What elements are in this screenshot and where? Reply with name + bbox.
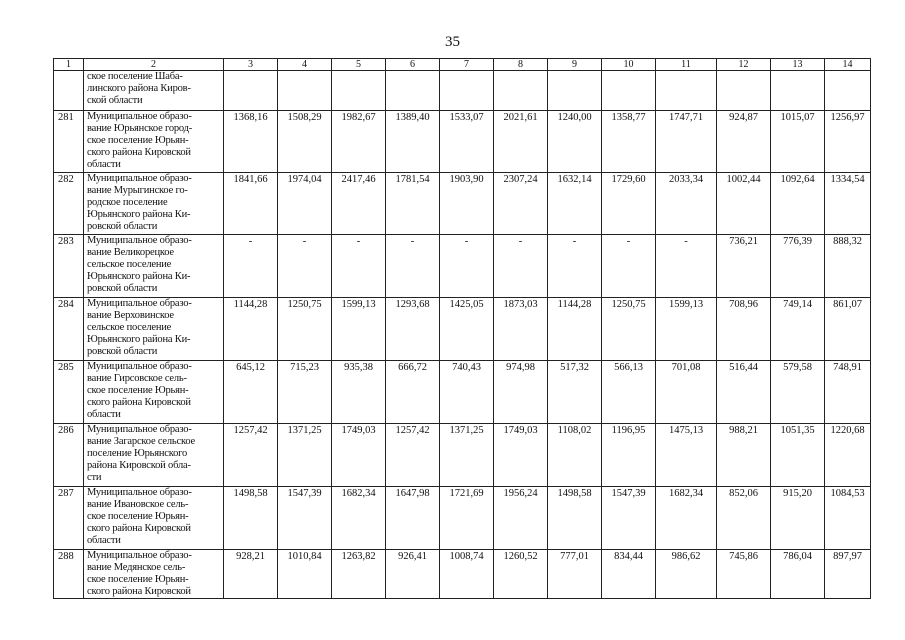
value-cell: 1682,34	[332, 487, 386, 550]
value-cell: 1015,07	[771, 111, 825, 173]
value-cell: 777,01	[548, 550, 602, 599]
value-cell: 1002,44	[717, 173, 771, 235]
value-cell: 1632,14	[548, 173, 602, 235]
column-header: 7	[440, 59, 494, 71]
table-row	[54, 173, 871, 235]
column-header: 9	[548, 59, 602, 71]
value-cell: 928,21	[224, 550, 278, 599]
value-cell: 1220,68	[825, 424, 871, 487]
table-row	[54, 111, 871, 173]
municipality-name: Муниципальное образо- вание Мурыгинское го- родское поселение Юрьянского района Ки- ровской области	[84, 173, 224, 235]
tariff-table	[53, 58, 871, 599]
value-cell: 1389,40	[386, 111, 440, 173]
table-row	[54, 550, 871, 599]
value-cell: 1974,04	[278, 173, 332, 235]
value-cell: 566,13	[602, 361, 656, 424]
value-cell: 1368,16	[224, 111, 278, 173]
value-cell: 745,86	[717, 550, 771, 599]
column-header: 14	[825, 59, 871, 71]
value-cell: 924,87	[717, 111, 771, 173]
value-cell: 1263,82	[332, 550, 386, 599]
value-cell: 645,12	[224, 361, 278, 424]
value-cell: 1982,67	[332, 111, 386, 173]
value-cell: 1008,74	[440, 550, 494, 599]
value-cell: 1841,66	[224, 173, 278, 235]
value-cell: 915,20	[771, 487, 825, 550]
value-cell: 708,96	[717, 298, 771, 361]
value-cell: 786,04	[771, 550, 825, 599]
value-cell: 1749,03	[332, 424, 386, 487]
value-cell: 1749,03	[494, 424, 548, 487]
value-cell: 888,32	[825, 235, 871, 298]
row-number: 284	[54, 298, 84, 361]
value-cell: 2307,24	[494, 173, 548, 235]
value-cell: 2033,34	[656, 173, 717, 235]
municipality-name: Муниципальное образо- вание Медянское сель- ское поселение Юрьян- ского района Кировской	[84, 550, 224, 599]
column-header: 6	[386, 59, 440, 71]
table-body	[54, 71, 871, 599]
column-header: 3	[224, 59, 278, 71]
municipality-name: Муниципальное образо- вание Юрьянское город- ское поселение Юрьян- ского района Кировской области	[84, 111, 224, 173]
value-cell: 1092,64	[771, 173, 825, 235]
row-number: 287	[54, 487, 84, 550]
column-header: 4	[278, 59, 332, 71]
value-cell: 935,38	[332, 361, 386, 424]
value-cell: 1903,90	[440, 173, 494, 235]
value-cell: 926,41	[386, 550, 440, 599]
value-cell	[224, 71, 278, 111]
value-cell: 1781,54	[386, 173, 440, 235]
column-header: 5	[332, 59, 386, 71]
value-cell: 897,97	[825, 550, 871, 599]
municipality-name: Муниципальное образо- вание Гирсовское сель- ское поселение Юрьян- ского района Кировской области	[84, 361, 224, 424]
column-header: 10	[602, 59, 656, 71]
value-cell: 1051,35	[771, 424, 825, 487]
value-cell: 1196,95	[602, 424, 656, 487]
value-cell: 1257,42	[386, 424, 440, 487]
value-cell: 1358,77	[602, 111, 656, 173]
value-cell: 988,21	[717, 424, 771, 487]
value-cell: -	[440, 235, 494, 298]
value-cell: -	[548, 235, 602, 298]
value-cell: 2021,61	[494, 111, 548, 173]
value-cell: 701,08	[656, 361, 717, 424]
value-cell: 861,07	[825, 298, 871, 361]
value-cell: -	[278, 235, 332, 298]
value-cell	[771, 71, 825, 111]
value-cell: 1257,42	[224, 424, 278, 487]
value-cell: 1240,00	[548, 111, 602, 173]
value-cell	[656, 71, 717, 111]
value-cell: 1956,24	[494, 487, 548, 550]
column-header: 13	[771, 59, 825, 71]
value-cell: 852,06	[717, 487, 771, 550]
row-number	[54, 71, 84, 111]
value-cell: 1250,75	[602, 298, 656, 361]
value-cell: 2417,46	[332, 173, 386, 235]
row-number: 282	[54, 173, 84, 235]
value-cell: -	[494, 235, 548, 298]
value-cell: 715,23	[278, 361, 332, 424]
table-row	[54, 424, 871, 487]
page-number: 35	[445, 34, 460, 50]
municipality-name: Муниципальное образо- вание Верховинское сельское поселение Юрьянского района Ки- ровской области	[84, 298, 224, 361]
table-row	[54, 71, 871, 111]
value-cell: 1260,52	[494, 550, 548, 599]
column-header: 1	[54, 59, 84, 71]
value-cell: 736,21	[717, 235, 771, 298]
value-cell: 776,39	[771, 235, 825, 298]
value-cell: 1647,98	[386, 487, 440, 550]
table-row	[54, 298, 871, 361]
value-cell: 1599,13	[332, 298, 386, 361]
value-cell: 1508,29	[278, 111, 332, 173]
value-cell: 749,14	[771, 298, 825, 361]
value-cell: -	[332, 235, 386, 298]
value-cell	[602, 71, 656, 111]
value-cell: 516,44	[717, 361, 771, 424]
value-cell: 1371,25	[440, 424, 494, 487]
value-cell: 1547,39	[278, 487, 332, 550]
value-cell: 974,98	[494, 361, 548, 424]
value-cell	[548, 71, 602, 111]
municipality-name: Муниципальное образо- вание Загарское сельское поселение Юрьянского района Кировской обла- сти	[84, 424, 224, 487]
value-cell: 1334,54	[825, 173, 871, 235]
row-number: 285	[54, 361, 84, 424]
value-cell: 1144,28	[548, 298, 602, 361]
value-cell: 1547,39	[602, 487, 656, 550]
value-cell: 517,32	[548, 361, 602, 424]
table-row	[54, 487, 871, 550]
municipality-name: Муниципальное образо- вание Великорецкое сельское поселение Юрьянского района Ки- ровской области	[84, 235, 224, 298]
value-cell: 1010,84	[278, 550, 332, 599]
value-cell: 1498,58	[548, 487, 602, 550]
value-cell: 1682,34	[656, 487, 717, 550]
value-cell: 666,72	[386, 361, 440, 424]
value-cell: 1475,13	[656, 424, 717, 487]
value-cell: 1729,60	[602, 173, 656, 235]
value-cell: 1144,28	[224, 298, 278, 361]
value-cell: 1256,97	[825, 111, 871, 173]
value-cell: 1498,58	[224, 487, 278, 550]
value-cell: 986,62	[656, 550, 717, 599]
row-number: 283	[54, 235, 84, 298]
column-header: 11	[656, 59, 717, 71]
value-cell: 834,44	[602, 550, 656, 599]
value-cell: 1425,05	[440, 298, 494, 361]
municipality-name: Муниципальное образо- вание Ивановское сель- ское поселение Юрьян- ского района Кировской области	[84, 487, 224, 550]
value-cell: 748,91	[825, 361, 871, 424]
table-header-row	[54, 59, 871, 71]
value-cell	[494, 71, 548, 111]
value-cell	[278, 71, 332, 111]
value-cell: -	[602, 235, 656, 298]
value-cell: 1873,03	[494, 298, 548, 361]
value-cell	[717, 71, 771, 111]
value-cell	[332, 71, 386, 111]
table-row	[54, 361, 871, 424]
value-cell: 1371,25	[278, 424, 332, 487]
value-cell	[440, 71, 494, 111]
value-cell: 1108,02	[548, 424, 602, 487]
value-cell: 1250,75	[278, 298, 332, 361]
value-cell: 579,58	[771, 361, 825, 424]
column-header: 2	[84, 59, 224, 71]
value-cell: 1084,53	[825, 487, 871, 550]
value-cell: 1533,07	[440, 111, 494, 173]
row-number: 281	[54, 111, 84, 173]
municipality-name: ское поселение Шаба- линского района Киров- ской области	[84, 71, 224, 111]
column-header: 8	[494, 59, 548, 71]
value-cell: 740,43	[440, 361, 494, 424]
value-cell	[386, 71, 440, 111]
value-cell: 1721,69	[440, 487, 494, 550]
row-number: 286	[54, 424, 84, 487]
table-row	[54, 235, 871, 298]
value-cell: 1599,13	[656, 298, 717, 361]
value-cell: -	[656, 235, 717, 298]
column-header: 12	[717, 59, 771, 71]
value-cell	[825, 71, 871, 111]
row-number: 288	[54, 550, 84, 599]
value-cell: 1747,71	[656, 111, 717, 173]
value-cell: -	[224, 235, 278, 298]
value-cell: 1293,68	[386, 298, 440, 361]
value-cell: -	[386, 235, 440, 298]
